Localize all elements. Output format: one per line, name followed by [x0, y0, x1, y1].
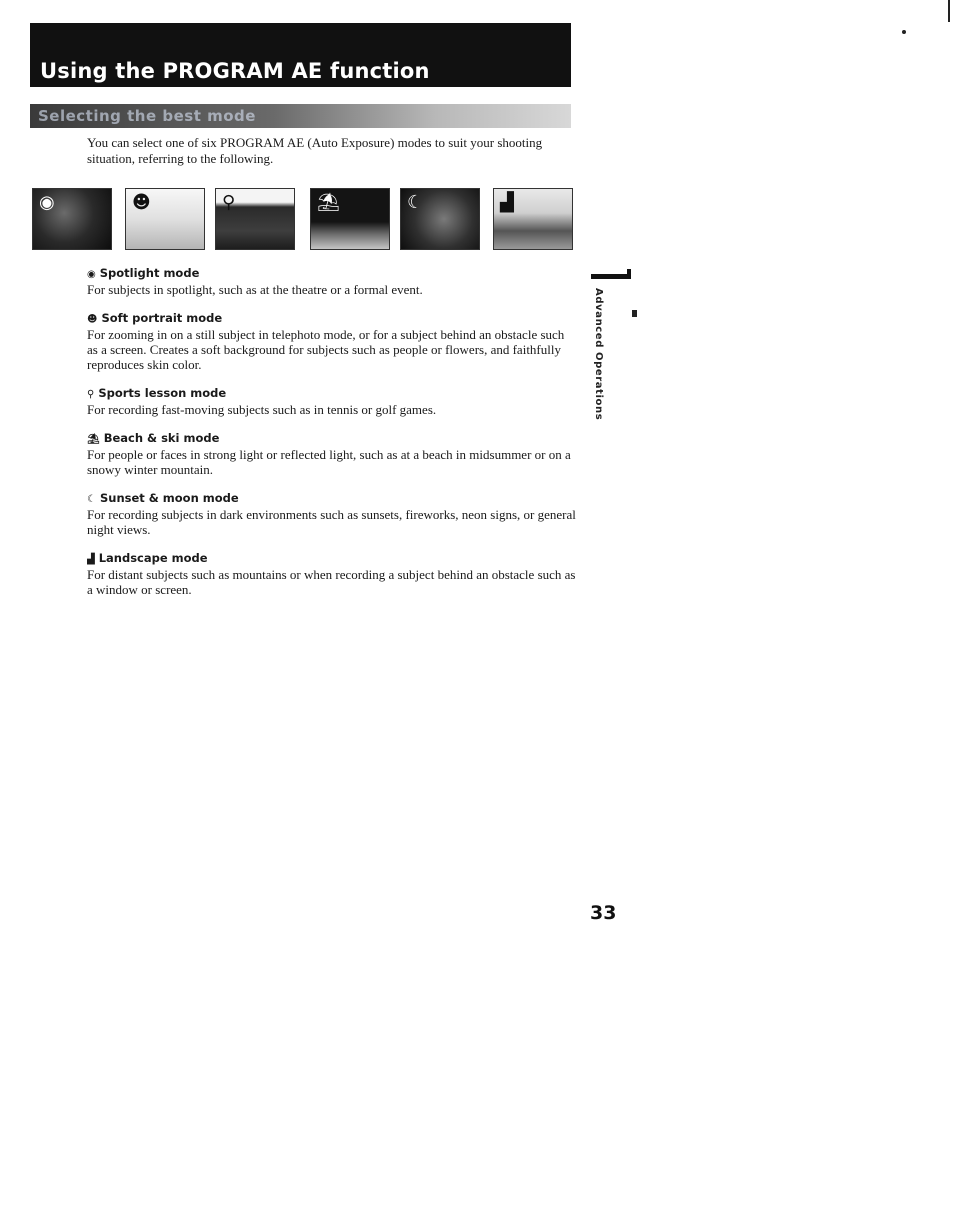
sports-lesson-icon: ⚲ [87, 389, 95, 400]
speck [632, 310, 637, 317]
mode-title: ⛱ Beach & ski mode [87, 431, 220, 445]
mode-title: ⚲ Sports lesson mode [87, 386, 227, 400]
spotlight-icon: ◉ [39, 192, 55, 213]
mode-description: For recording fast-moving subjects such as in tennis or golf games. [87, 402, 437, 417]
mode-spotlight [87, 266, 577, 297]
landscape-icon: ▟ [500, 192, 514, 213]
mode-description: For distant subjects such as mountains or when recording a subject behind an obstacle such as a window or screen. [87, 567, 576, 597]
mode-soft-portrait [87, 311, 577, 372]
section-side-label: Advanced Operations [593, 288, 604, 421]
mode-thumbnails [32, 188, 577, 252]
section-tab-marker [591, 269, 637, 280]
edge-mark [948, 0, 950, 22]
speck [902, 30, 906, 34]
intro-paragraph: You can select one of six PROGRAM AE (Auto Exposure) modes to suit your shooting situation, referring to the following. [87, 135, 543, 166]
mode-beach-ski [87, 431, 577, 477]
sunset-moon-icon: ☾ [407, 192, 424, 213]
beach-ski-thumbnail [310, 188, 390, 250]
mode-title: ◉ Spotlight mode [87, 266, 200, 280]
tab-bar [591, 274, 631, 279]
beach-ski-icon: ⛱ [87, 434, 100, 445]
mode-title: ☻ Soft portrait mode [87, 311, 223, 325]
mode-title: ▟ Landscape mode [87, 551, 208, 565]
sunset-moon-icon: ☾ [87, 494, 96, 505]
soft-portrait-thumbnail [125, 188, 205, 250]
mode-sports-lesson [87, 386, 577, 417]
mode-description: For recording subjects in dark environments such as sunsets, fireworks, neon signs, or general night views. [87, 507, 576, 537]
spotlight-thumbnail [32, 188, 112, 250]
soft-portrait-icon: ☻ [87, 314, 98, 325]
title-bar [30, 23, 571, 87]
page-title: Using the PROGRAM AE function [40, 59, 430, 83]
section-heading: Selecting the best mode [38, 107, 256, 125]
mode-landscape [87, 551, 577, 597]
tab-tick [627, 269, 631, 279]
landscape-icon: ▟ [87, 554, 95, 565]
mode-description: For subjects in spotlight, such as at the theatre or a formal event. [87, 282, 423, 297]
sunset-moon-thumbnail [400, 188, 480, 250]
sports-lesson-thumbnail [215, 188, 295, 250]
beach-ski-icon: ⛱ [317, 192, 340, 213]
section-heading-bar [30, 104, 571, 128]
soft-portrait-icon: ☻ [132, 192, 151, 213]
page-number: 33 [590, 902, 617, 924]
mode-sunset-moon [87, 491, 577, 537]
sports-lesson-icon: ⚲ [222, 192, 236, 213]
spotlight-icon: ◉ [87, 269, 96, 280]
mode-description: For people or faces in strong light or reflected light, such as at a beach in midsummer or on a snowy winter mountain. [87, 447, 571, 477]
mode-title: ☾ Sunset & moon mode [87, 491, 239, 505]
landscape-thumbnail [493, 188, 573, 250]
mode-description: For zooming in on a still subject in telephoto mode, or for a subject behind an obstacle such as a screen. Creates a soft background for subjects such as people or flowers, and faithfully reproduces skin color. [87, 327, 565, 372]
